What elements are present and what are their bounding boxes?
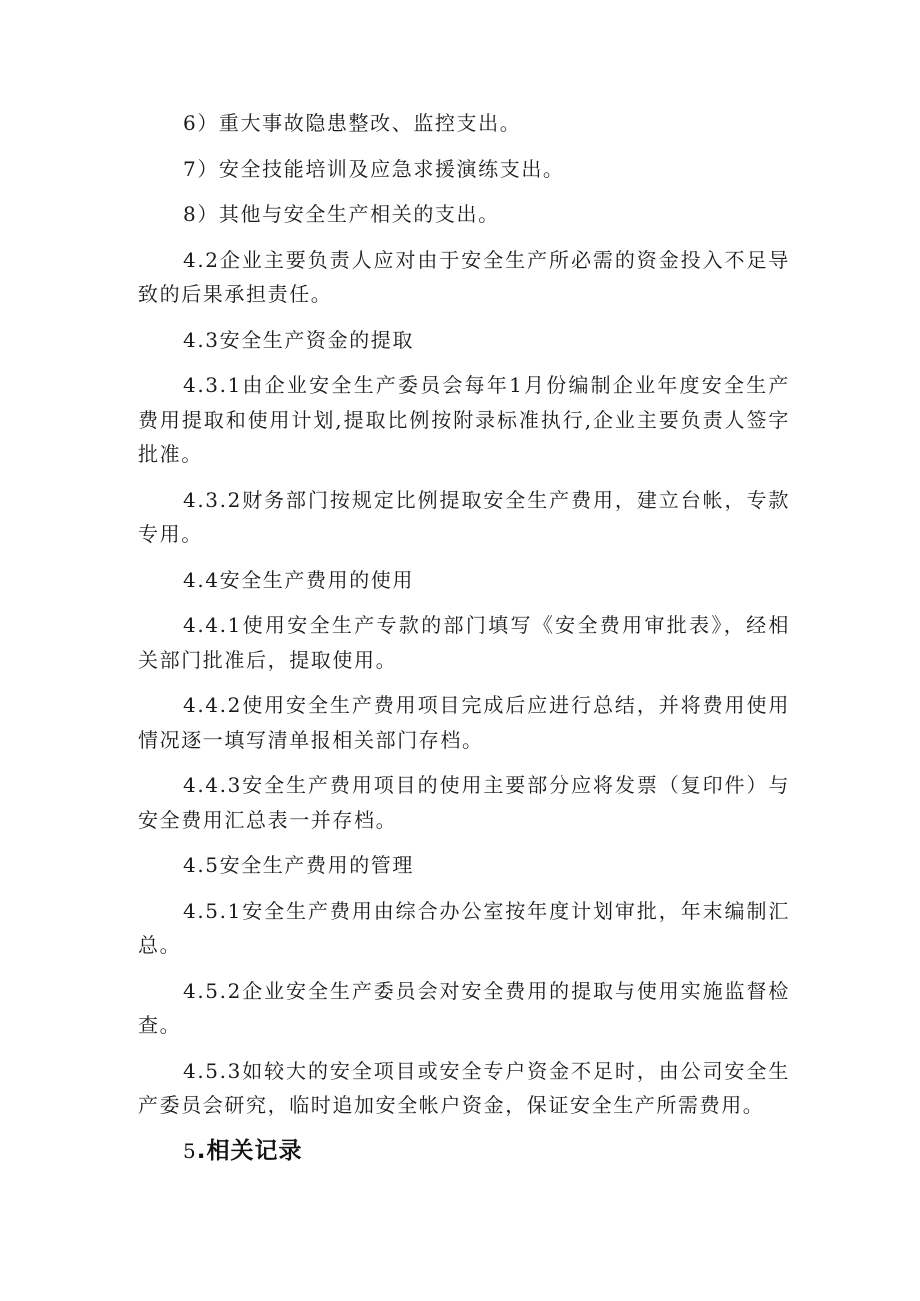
section-heading-related-records <box>138 1134 790 1168</box>
paragraph-4-4-2: 4.4.2使用安全生产费用项目完成后应进行总结，并将费用使用情况逐一填写清单报相关部门存档。 <box>138 693 790 752</box>
paragraph-4-2: 4.2企业主要负责人应对由于安全生产所必需的资金投入不足导致的后果承担责任。 <box>138 247 790 306</box>
paragraph-item-7: 7）安全技能培训及应急求援演练支出。 <box>183 156 565 181</box>
paragraph-4-3-2: 4.3.2财务部门按规定比例提取安全生产费用，建立台帐，专款专用。 <box>138 487 790 546</box>
paragraph-4-4-1: 4.4.1使用安全生产专款的部门填写《安全费用审批表》，经相关部门批准后，提取使用。 <box>138 613 790 672</box>
paragraph-4-3-heading: 4.3安全生产资金的提取 <box>183 327 415 352</box>
section-number: 5 <box>183 1138 197 1163</box>
paragraph-4-3-1: 4.3.1由企业安全生产委员会每年1月份编制企业年度安全生产费用提取和使用计划,提取比例按附录标准执行,企业主要负责人签字批准。 <box>138 373 790 466</box>
paragraph-4-4-3: 4.4.3安全生产费用项目的使用主要部分应将发票（复印件）与安全费用汇总表一并存档。 <box>138 773 790 832</box>
document-body <box>138 106 790 1168</box>
paragraph-4-4-heading: 4.4安全生产费用的使用 <box>183 567 415 592</box>
paragraph-item-8: 8）其他与安全生产相关的支出。 <box>183 202 500 226</box>
paragraph-4-5-heading: 4.5安全生产费用的管理 <box>183 853 415 877</box>
paragraph-4-5-3: 4.5.3如较大的安全项目或安全专户资金不足时，由公司安全生产委员会研究，临时追加安全帐户资金，保证安全生产所需费用。 <box>138 1058 790 1117</box>
section-title: .相关记录 <box>196 1137 303 1164</box>
paragraph-item-6: 6）重大事故隐患整改、监控支出。 <box>183 111 522 135</box>
paragraph-4-5-1: 4.5.1安全生产费用由综合办公室按年度计划审批，年末编制汇总。 <box>138 898 790 957</box>
paragraph-4-5-2: 4.5.2企业安全生产委员会对安全费用的提取与使用实施监督检查。 <box>138 978 790 1037</box>
